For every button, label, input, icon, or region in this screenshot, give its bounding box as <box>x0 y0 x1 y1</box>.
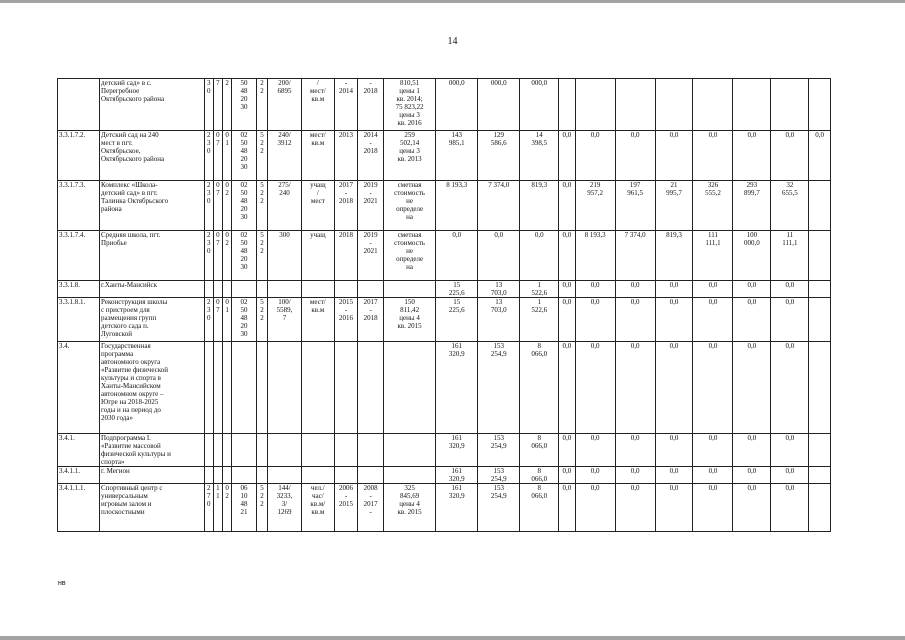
code-part-3-cell: 0 2 <box>223 484 232 532</box>
value-col-4-cell <box>559 79 575 131</box>
start-year-cell: 2015 - 2016 <box>334 298 358 342</box>
value-col-8-cell: 0,0 <box>693 342 733 434</box>
value-col-8-cell: 0,0 <box>693 467 733 484</box>
start-year-cell: - 2014 <box>334 79 358 131</box>
value-total-cell: 15 225,6 <box>436 281 478 298</box>
table-row <box>58 467 831 484</box>
value-col-5-cell <box>575 79 615 131</box>
object-name-cell: Спортивный центр с универсальным игровым залом и плоскостными <box>100 484 205 532</box>
value-okrug-cell: 13 703,0 <box>478 281 520 298</box>
scan-edge-bottom <box>0 636 905 640</box>
value-col-4-cell: 0,0 <box>559 434 575 467</box>
end-year-cell: 2014 - 2018 <box>358 131 384 181</box>
value-col-5-cell: 0,0 <box>575 484 615 532</box>
value-okrug-cell: 0,0 <box>478 231 520 281</box>
row-number-cell: 3.3.1.7.2. <box>58 131 100 181</box>
investment-table <box>57 78 831 532</box>
value-okrug-cell: 153 254,9 <box>478 484 520 532</box>
code-part-4-cell: 02 50 48 20 30 <box>232 181 257 231</box>
code-part-4-cell: 02 50 48 20 30 <box>232 231 257 281</box>
row-number-cell: 3.4.1. <box>58 434 100 467</box>
value-col-5-cell: 8 193,3 <box>575 231 615 281</box>
value-okrug-cell: 129 586,6 <box>478 131 520 181</box>
value-col-6-cell: 7 374,0 <box>615 231 655 281</box>
code-part-5-cell <box>256 434 267 467</box>
code-part-1-cell: 2 3 0 <box>204 298 213 342</box>
capacity-cell: 240/ 3912 <box>268 131 302 181</box>
value-col-5-cell: 0,0 <box>575 467 615 484</box>
value-col-5-cell: 0,0 <box>575 342 615 434</box>
value-col-8-cell: 111 111,1 <box>693 231 733 281</box>
value-col-8-cell: 326 555,2 <box>693 181 733 231</box>
value-col-9-cell: 100 000,0 <box>733 231 771 281</box>
table-row <box>58 298 831 342</box>
value-col-10-cell <box>771 79 809 131</box>
table-row <box>58 434 831 467</box>
code-part-5-cell <box>256 281 267 298</box>
estimated-cost-cell <box>383 434 435 467</box>
value-col-10-cell: 0,0 <box>771 131 809 181</box>
value-col-10-cell: 0,0 <box>771 298 809 342</box>
capacity-cell <box>268 281 302 298</box>
table-row <box>58 231 831 281</box>
value-total-cell: 161 320,9 <box>436 434 478 467</box>
value-col-7-cell: 0,0 <box>655 434 693 467</box>
value-col-11-cell <box>809 281 831 298</box>
value-col-4-cell: 0,0 <box>559 231 575 281</box>
estimated-cost-cell: 259 502,14 цены 3 кв. 2013 <box>383 131 435 181</box>
value-col-9-cell: 0,0 <box>733 342 771 434</box>
value-col-7-cell: 0,0 <box>655 298 693 342</box>
value-col-6-cell <box>615 79 655 131</box>
value-col-4-cell: 0,0 <box>559 342 575 434</box>
object-name-cell: Государственная программа автономного округа «Развитие физической культуры и спорта в Ханты-Мансийском автономном округе – Югре на 2018-2025 годы и на период до 2030 года» <box>100 342 205 434</box>
value-col-7-cell <box>655 79 693 131</box>
value-col-7-cell: 0,0 <box>655 281 693 298</box>
value-col-11-cell <box>809 79 831 131</box>
code-part-2-cell <box>213 342 222 434</box>
estimated-cost-cell: 810,51 цены 1 кв. 2014; 75 823,22 цены 3 кв. 2016 <box>383 79 435 131</box>
value-okrug-cell: 7 374,0 <box>478 181 520 231</box>
unit-cell: мест/ кв.м <box>301 131 334 181</box>
estimated-cost-cell: 325 845,69 цены 4 кв. 2015 <box>383 484 435 532</box>
value-col-9-cell: 0,0 <box>733 484 771 532</box>
start-year-cell <box>334 281 358 298</box>
value-col-6-cell: 0,0 <box>615 342 655 434</box>
unit-cell <box>301 342 334 434</box>
start-year-cell: 2013 <box>334 131 358 181</box>
unit-cell: / мест/ кв.м <box>301 79 334 131</box>
end-year-cell: 2019 - 2021 <box>358 181 384 231</box>
table-row <box>58 131 831 181</box>
code-part-3-cell <box>223 281 232 298</box>
object-name-cell: Комплекс «Школа- детский сад» в пгт. Талинка Октябрьского района <box>100 181 205 231</box>
code-part-2-cell <box>213 281 222 298</box>
value-col-9-cell: 0,0 <box>733 281 771 298</box>
row-number-cell: 3.3.1.7.4. <box>58 231 100 281</box>
code-part-2-cell: 0 7 <box>213 231 222 281</box>
value-col-7-cell: 0,0 <box>655 342 693 434</box>
value-col-5-cell: 0,0 <box>575 281 615 298</box>
value-col-11-cell <box>809 484 831 532</box>
value-col-4-cell: 0,0 <box>559 281 575 298</box>
end-year-cell: - 2018 <box>358 79 384 131</box>
object-name-cell: Средняя школа, пгт. Приобье <box>100 231 205 281</box>
start-year-cell: 2006 - 2015 <box>334 484 358 532</box>
table-row <box>58 181 831 231</box>
value-col-4-cell: 0,0 <box>559 484 575 532</box>
code-part-2-cell <box>213 467 222 484</box>
value-col-6-cell: 0,0 <box>615 131 655 181</box>
value-col-9-cell: 293 899,7 <box>733 181 771 231</box>
code-part-4-cell: 02 50 48 20 30 <box>232 298 257 342</box>
start-year-cell <box>334 434 358 467</box>
code-part-3-cell <box>223 342 232 434</box>
end-year-cell: 2017 - 2018 <box>358 298 384 342</box>
code-part-5-cell <box>256 342 267 434</box>
value-total-cell: 143 985,1 <box>436 131 478 181</box>
value-total-cell: 000,0 <box>436 79 478 131</box>
capacity-cell: 144/ 3233, 3/ 1269 <box>268 484 302 532</box>
code-part-4-cell: 02 50 48 20 30 <box>232 131 257 181</box>
footer-mark: нв <box>58 580 66 587</box>
value-local-cell: 0,0 <box>520 231 559 281</box>
value-total-cell: 161 320,9 <box>436 342 478 434</box>
end-year-cell <box>358 342 384 434</box>
value-okrug-cell: 000,0 <box>478 79 520 131</box>
value-col-7-cell: 0,0 <box>655 467 693 484</box>
value-col-5-cell: 219 957,2 <box>575 181 615 231</box>
code-part-3-cell: 2 <box>223 79 232 131</box>
code-part-2-cell: 0 7 <box>213 131 222 181</box>
table-row <box>58 484 831 532</box>
row-number-cell: 3.3.1.7.3. <box>58 181 100 231</box>
row-number-cell: 3.4.1.1.1. <box>58 484 100 532</box>
row-number-cell: 3.3.1.8.1. <box>58 298 100 342</box>
value-col-8-cell: 0,0 <box>693 281 733 298</box>
unit-cell <box>301 467 334 484</box>
object-name-cell: г. Мегион <box>100 467 205 484</box>
value-okrug-cell: 13 703,0 <box>478 298 520 342</box>
code-part-2-cell <box>213 434 222 467</box>
page-number: 14 <box>447 36 458 47</box>
value-col-8-cell: 0,0 <box>693 434 733 467</box>
code-part-3-cell: 0 1 <box>223 131 232 181</box>
value-col-8-cell: 0,0 <box>693 484 733 532</box>
estimated-cost-cell <box>383 342 435 434</box>
code-part-2-cell: 0 7 <box>213 298 222 342</box>
value-col-6-cell: 0,0 <box>615 434 655 467</box>
end-year-cell <box>358 281 384 298</box>
value-col-11-cell <box>809 231 831 281</box>
end-year-cell: 2019 - 2021 <box>358 231 384 281</box>
value-okrug-cell: 153 254,9 <box>478 434 520 467</box>
object-name-cell: г.Ханты-Мансийск <box>100 281 205 298</box>
unit-cell: учащ <box>301 231 334 281</box>
row-number-cell <box>58 79 100 131</box>
code-part-3-cell <box>223 434 232 467</box>
value-col-7-cell: 0,0 <box>655 131 693 181</box>
code-part-2-cell: 7 <box>213 79 222 131</box>
unit-cell: учащ / мест <box>301 181 334 231</box>
value-local-cell: 8 066,0 <box>520 484 559 532</box>
capacity-cell: 200/ 6895 <box>268 79 302 131</box>
value-local-cell: 8 066,0 <box>520 434 559 467</box>
table-row <box>58 281 831 298</box>
value-total-cell: 8 193,3 <box>436 181 478 231</box>
value-col-7-cell: 819,3 <box>655 231 693 281</box>
capacity-cell: 275/ 240 <box>268 181 302 231</box>
value-col-11-cell <box>809 298 831 342</box>
estimated-cost-cell: сметная стоимость не определе на <box>383 181 435 231</box>
code-part-4-cell <box>232 434 257 467</box>
value-col-10-cell: 0,0 <box>771 467 809 484</box>
code-part-1-cell: 3 0 <box>204 79 213 131</box>
object-name-cell: Реконструкция школы с пристроем для размещения групп детского сада п. Луговской <box>100 298 205 342</box>
value-col-4-cell: 0,0 <box>559 181 575 231</box>
unit-cell: мест/ кв.м <box>301 298 334 342</box>
code-part-2-cell: 1 1 <box>213 484 222 532</box>
code-part-3-cell: 0 1 <box>223 298 232 342</box>
estimated-cost-cell <box>383 281 435 298</box>
value-local-cell: 000,0 <box>520 79 559 131</box>
start-year-cell: 2017 - 2018 <box>334 181 358 231</box>
estimated-cost-cell: 150 811,42 цены 4 кв. 2015 <box>383 298 435 342</box>
object-name-cell: детский сад» в с. Перегребное Октябрьского района <box>100 79 205 131</box>
code-part-5-cell: 2 2 <box>256 79 267 131</box>
code-part-3-cell <box>223 467 232 484</box>
value-col-8-cell: 0,0 <box>693 131 733 181</box>
unit-cell: чел./ час/ кв.м/ кв.м <box>301 484 334 532</box>
start-year-cell <box>334 467 358 484</box>
end-year-cell: 2008 - 2017 - <box>358 484 384 532</box>
value-col-9-cell: 0,0 <box>733 131 771 181</box>
value-col-11-cell <box>809 181 831 231</box>
value-col-6-cell: 0,0 <box>615 467 655 484</box>
capacity-cell <box>268 342 302 434</box>
value-col-6-cell: 0,0 <box>615 298 655 342</box>
value-local-cell: 14 398,5 <box>520 131 559 181</box>
value-col-4-cell: 0,0 <box>559 131 575 181</box>
value-col-6-cell: 0,0 <box>615 281 655 298</box>
value-col-9-cell: 0,0 <box>733 298 771 342</box>
value-total-cell: 15 225,6 <box>436 298 478 342</box>
value-local-cell: 8 066,0 <box>520 342 559 434</box>
code-part-2-cell: 0 7 <box>213 181 222 231</box>
capacity-cell <box>268 434 302 467</box>
value-col-7-cell: 0,0 <box>655 484 693 532</box>
value-col-4-cell: 0,0 <box>559 467 575 484</box>
value-col-10-cell: 0,0 <box>771 484 809 532</box>
value-col-10-cell: 32 655,5 <box>771 181 809 231</box>
code-part-1-cell <box>204 342 213 434</box>
scan-edge-top <box>0 0 905 3</box>
table-row <box>58 342 831 434</box>
value-total-cell: 161 320,9 <box>436 467 478 484</box>
value-col-11-cell <box>809 434 831 467</box>
capacity-cell: 100/ 5589, 7 <box>268 298 302 342</box>
unit-cell <box>301 434 334 467</box>
unit-cell <box>301 281 334 298</box>
start-year-cell: 2018 <box>334 231 358 281</box>
estimated-cost-cell <box>383 467 435 484</box>
value-col-8-cell <box>693 79 733 131</box>
value-col-8-cell: 0,0 <box>693 298 733 342</box>
estimated-cost-cell: сметная стоимость не определе на <box>383 231 435 281</box>
value-col-7-cell: 21 995,7 <box>655 181 693 231</box>
code-part-1-cell: 2 3 0 <box>204 181 213 231</box>
object-name-cell: Детский сад на 240 мест в пгт. Октябрьское, Октябрьского района <box>100 131 205 181</box>
row-number-cell: 3.3.1.8. <box>58 281 100 298</box>
value-col-4-cell: 0,0 <box>559 298 575 342</box>
code-part-1-cell <box>204 467 213 484</box>
value-col-5-cell: 0,0 <box>575 298 615 342</box>
value-total-cell: 0,0 <box>436 231 478 281</box>
value-col-9-cell: 0,0 <box>733 434 771 467</box>
code-part-1-cell: 2 3 0 <box>204 231 213 281</box>
value-okrug-cell: 153 254,9 <box>478 342 520 434</box>
end-year-cell <box>358 434 384 467</box>
object-name-cell: Подпрограмма I. «Развитие массовой физической культуры и спорта» <box>100 434 205 467</box>
code-part-5-cell: 5 2 2 <box>256 298 267 342</box>
code-part-4-cell <box>232 467 257 484</box>
value-local-cell: 819,3 <box>520 181 559 231</box>
code-part-1-cell <box>204 434 213 467</box>
end-year-cell <box>358 467 384 484</box>
code-part-1-cell <box>204 281 213 298</box>
code-part-4-cell: 06 10 48 21 <box>232 484 257 532</box>
code-part-3-cell: 0 2 <box>223 231 232 281</box>
value-col-5-cell: 0,0 <box>575 434 615 467</box>
code-part-4-cell <box>232 281 257 298</box>
value-col-10-cell: 11 111,1 <box>771 231 809 281</box>
value-col-5-cell: 0,0 <box>575 131 615 181</box>
value-col-9-cell: 0,0 <box>733 467 771 484</box>
value-col-10-cell: 0,0 <box>771 342 809 434</box>
value-col-6-cell: 197 961,5 <box>615 181 655 231</box>
code-part-4-cell <box>232 342 257 434</box>
code-part-4-cell: 50 48 20 30 <box>232 79 257 131</box>
code-part-5-cell: 5 2 2 <box>256 181 267 231</box>
code-part-1-cell: 2 7 0 <box>204 484 213 532</box>
value-total-cell: 161 320,9 <box>436 484 478 532</box>
value-col-9-cell <box>733 79 771 131</box>
table-row <box>58 79 831 131</box>
value-okrug-cell: 153 254,9 <box>478 467 520 484</box>
value-col-11-cell <box>809 467 831 484</box>
value-local-cell: 1 522,6 <box>520 298 559 342</box>
value-local-cell: 8 066,0 <box>520 467 559 484</box>
value-col-11-cell <box>809 342 831 434</box>
value-col-10-cell: 0,0 <box>771 434 809 467</box>
value-col-11-cell: 0,0 <box>809 131 831 181</box>
value-col-10-cell: 0,0 <box>771 281 809 298</box>
code-part-5-cell: 5 2 2 <box>256 484 267 532</box>
code-part-1-cell: 2 3 0 <box>204 131 213 181</box>
code-part-5-cell <box>256 467 267 484</box>
start-year-cell <box>334 342 358 434</box>
code-part-3-cell: 0 2 <box>223 181 232 231</box>
capacity-cell: 300 <box>268 231 302 281</box>
value-local-cell: 1 522,6 <box>520 281 559 298</box>
value-col-6-cell: 0,0 <box>615 484 655 532</box>
row-number-cell: 3.4. <box>58 342 100 434</box>
capacity-cell <box>268 467 302 484</box>
row-number-cell: 3.4.1.1. <box>58 467 100 484</box>
code-part-5-cell: 5 2 2 <box>256 231 267 281</box>
code-part-5-cell: 5 2 2 <box>256 131 267 181</box>
